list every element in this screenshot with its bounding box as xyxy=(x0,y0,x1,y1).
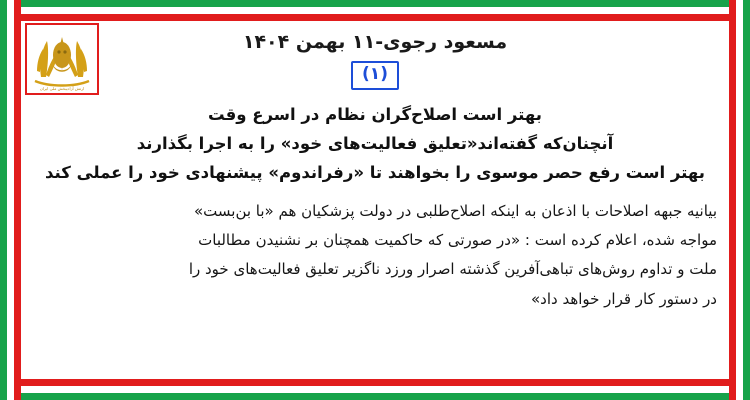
header-date-line: مسعود رجوی-۱۱ بهمن ۱۴۰۴ xyxy=(242,31,508,53)
border-band-bottom-green xyxy=(0,393,750,400)
border-band-top-green xyxy=(0,0,750,7)
border-band-left-green xyxy=(0,0,7,400)
body-line-1: بیانیه جبهه اصلاحات با اذعان به اینکه اصلاح‌طلبی در دولت پزشکیان هم «با بن‌بست» xyxy=(193,201,717,220)
border-band-top-white xyxy=(0,7,750,14)
body-paragraph xyxy=(33,197,717,314)
section-number-badge: (۱) xyxy=(351,61,399,90)
body-line-2: مواجه شده، اعلام کرده است : «در صورتی که حاکمیت همچنان بر نشنیدن مطالبات xyxy=(198,231,717,250)
body-line-3: ملت و تداوم روش‌های تباهی‌آفرین گذشته اصرار ورزد ناگزیر تعلیق فعالیت‌های خود را xyxy=(188,260,717,279)
border-band-bottom-white xyxy=(0,386,750,393)
body-line-4: در دستور کار قرار خواهد داد» xyxy=(530,289,717,308)
border-band-right-white xyxy=(736,0,743,400)
wheat-lion-emblem-icon xyxy=(27,25,97,93)
badge-container xyxy=(21,61,729,90)
border-band-right-red xyxy=(729,0,736,400)
document-content xyxy=(21,21,729,379)
border-band-bottom-red xyxy=(0,379,750,386)
border-band-top-red xyxy=(0,14,750,21)
headline-line-1: بهتر است اصلاح‌گران نظام در اسرع وقت xyxy=(208,104,542,124)
headline-block xyxy=(21,100,729,188)
organization-emblem xyxy=(25,23,99,95)
border-band-left-red xyxy=(14,0,21,400)
emblem-caption: ارتش آزادیبخش ملی ایران xyxy=(39,86,85,91)
headline-line-3: بهتر است رفع حصر موسوی را بخواهند تا «رفراندوم» پیشنهادی خود را عملی کند xyxy=(45,163,705,183)
headline-line-2: آنچنان‌که گفته‌اند«تعلیق فعالیت‌های خود» را به اجرا بگذارند xyxy=(136,134,614,154)
border-band-right-green xyxy=(743,0,750,400)
border-band-left-white xyxy=(7,0,14,400)
